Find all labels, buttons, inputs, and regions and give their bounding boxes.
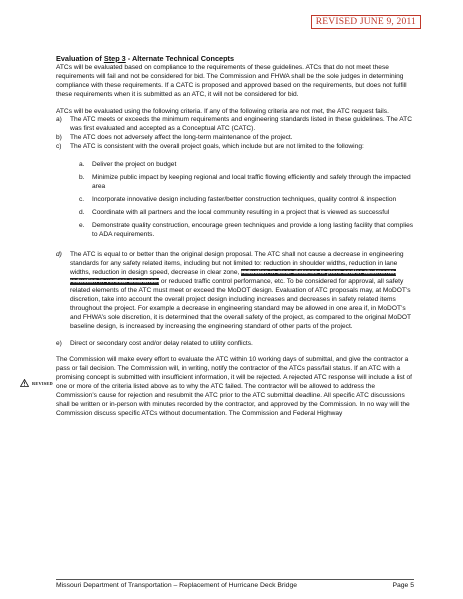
criterion-d-text-after: or reduced traffic control performance, etc. To be considered for approval, all safety related elements of the ATC must meet or exceed the MoDOT design. Evaluation of ATC proposals may, at MoDOT’s discretion, take into account the overall project design including increases and decreases in safety related items throughout the project. For example a decrease in engineering standard may be allowed in one area if, in MoDOT’s and FHWA’s sole discretion, it is determined that the overall safety of the project, as compared to the original MoDOT baseline design, is increased by increasing the engineering standard of other parts of the project. [70, 278, 411, 330]
warning-triangle-icon [20, 379, 29, 387]
revised-margin-label: REVISED [32, 380, 53, 386]
goal-text: Incorporate innovative design including faster/better construction techniques, quality control & inspection [92, 195, 397, 203]
page-footer [56, 579, 414, 589]
struck-revision-text: reduction in clear distance to piers and/or abutments, reduction in vertical clearance, [70, 269, 397, 286]
criteria-intro: ATCs will be evaluated using the following criteria. If any of the following criteria are not met, the ATC request fails. [56, 107, 389, 115]
criterion-label: a) [56, 116, 62, 124]
heading-suffix: - Alternate Technical Concepts [125, 54, 235, 63]
revised-margin-note [20, 379, 53, 387]
criterion-label: c) [56, 143, 62, 151]
goal-item [79, 222, 414, 240]
goal-label: d. [79, 208, 85, 216]
criterion-text: The ATC meets or exceeds the minimum requirements and engineering standards listed in these guidelines. The ATC was first evaluated and accepted as a Conceptual ATC (CATC). [70, 116, 412, 133]
criterion-text: Direct or secondary cost and/or delay related to utility conflicts. [70, 339, 253, 347]
heading-step: Step 3 [103, 54, 126, 63]
revised-date-stamp: REVISED JUNE 9, 2011 [311, 15, 421, 29]
goal-item [79, 174, 414, 192]
document-body [56, 55, 414, 419]
section-heading [56, 55, 414, 64]
criterion-label: d) [56, 251, 62, 259]
criterion-c [56, 143, 414, 152]
page-number: Page 5 [392, 582, 414, 589]
goal-text: Demonstrate quality construction, encourage green techniques and provide a long lasting facility that complies to ADA requirements. [92, 221, 414, 238]
goal-text: Deliver the project on budget [92, 161, 177, 169]
heading-prefix: Evaluation of [56, 54, 104, 63]
goal-label: e. [79, 221, 85, 229]
goal-label: a. [79, 161, 85, 169]
closing-paragraph: The Commission will make every effort to evaluate the ATC within 10 working days of submittal, and give the contractor a pass or fail decision. The Commission will, in writing, notify the contractor of the ATCs pass/fail status. If an ATC with a promising concept is submitted with insufficient information, it will be rejected. A rejected ATC response will include a list of one or more of the criteria listed above as to why the ATC failed. The contractor will be allowed to address the Commission’s cause for rejection and resubmit the ATC prior to the ATC submittal deadline. All specific ATC discussions shall be written or in-person with minutes recorded by the contractor, and approved by the Commission. In no way will the Commission discuss specific ATCs without documentation. The Commission and Federal Highway [56, 356, 412, 417]
goal-text: Minimize public impact by keeping regional and local traffic flowing efficiently and safely through the impacted area [92, 173, 411, 190]
criterion-text [70, 251, 414, 331]
intro-paragraph: ATCs will be evaluated based on compliance to the requirements of these guidelines. ATCs that do not meet these requirements will fail and not be considered for bid. The Commission and FHWA shall be the sole judges in determining compliance with these requirements. If a CATC is proposed and approved based on the requirements, but does not fulfill these requirements when it is submitted as an ATC, it will not be considered for bid. [56, 63, 407, 98]
goal-item [79, 196, 414, 205]
criterion-d-text-before: The ATC is equal to or better than the original design proposal. The ATC shall not cause a decrease in engineering standards for any safety related items, including but not limited to: reduction in shoulder widths, reduction in lane widths, reduction in design speed, decrease in clear zone, [70, 251, 404, 277]
goal-label: c. [79, 195, 85, 203]
criterion-label: b) [56, 134, 62, 142]
goal-item [79, 209, 414, 218]
criterion-text: The ATC does not adversely affect the long-term maintenance of the project. [70, 134, 293, 142]
criterion-a [56, 116, 414, 134]
goal-text: Coordinate with all partners and the local community resulting in a project that is viewed as successful [92, 208, 390, 216]
criterion-b [56, 134, 414, 143]
criterion-e [56, 340, 414, 349]
footer-title: Missouri Department of Transportation – Replacement of Hurricane Deck Bridge [56, 582, 298, 589]
goal-item [79, 161, 414, 170]
criterion-text: The ATC is consistent with the overall project goals, which include but are not limited to the following: [70, 143, 364, 151]
goal-label: b. [79, 173, 85, 181]
criterion-d [56, 251, 414, 331]
project-goals-list [79, 161, 414, 239]
criterion-label: e) [56, 339, 62, 347]
